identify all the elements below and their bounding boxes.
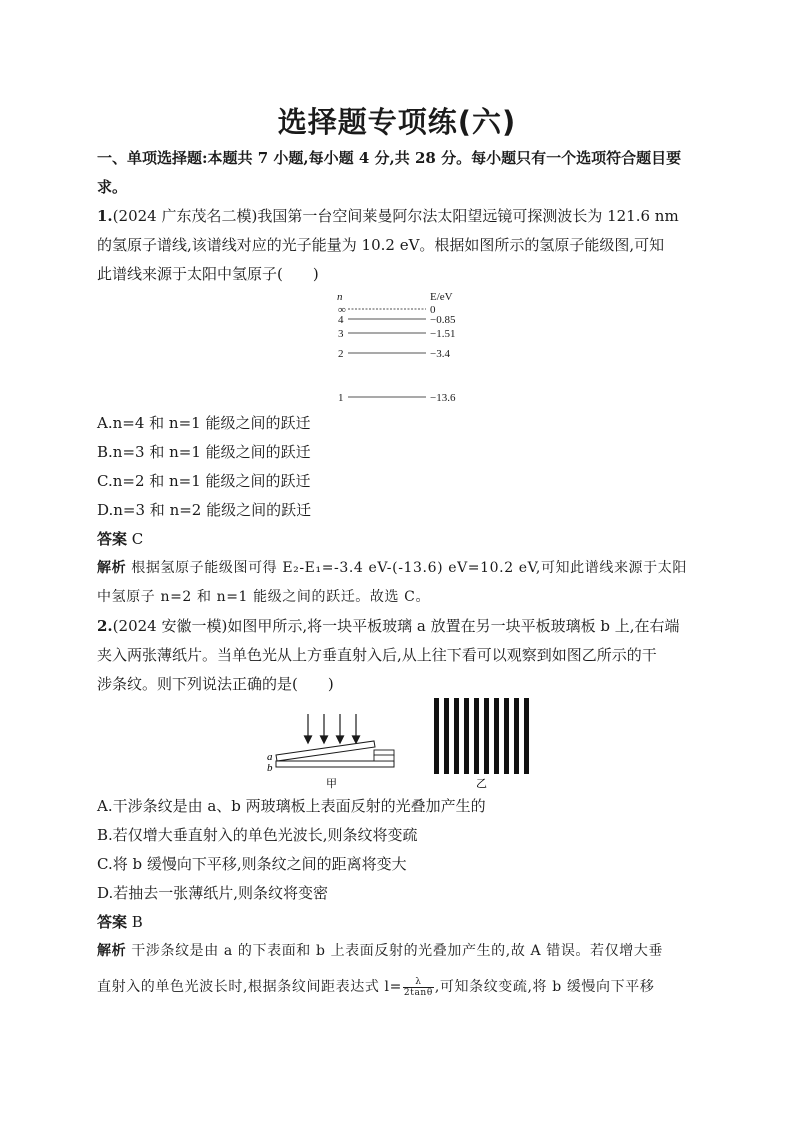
dark-fringe [484,698,489,774]
label-yi: 乙 [476,777,487,790]
q2-answer-value: B [131,913,143,931]
q1-option-b: B.n=3 和 n=1 能级之间的跃迁 [97,443,311,461]
level-n-label: ∞ [338,304,346,316]
level-energy-label: −1.51 [430,328,456,340]
q1-line1-text: (2024 广东茂名二模)我国第一台空间莱曼阿尔法太阳望远镜可探测波长为 121.6 nm [112,207,679,225]
q1-explain-label: 解析 [97,560,127,576]
q1-option-c: C.n=2 和 n=1 能级之间的跃迁 [97,472,311,490]
q1-option-d: D.n=3 和 n=2 能级之间的跃迁 [97,501,312,519]
dark-fringe [454,698,459,774]
label-a: a [267,751,273,763]
label-jia: 甲 [326,777,337,790]
dark-fringe [474,698,479,774]
label-b: b [267,762,273,774]
q2-explain-text2-post: ,可知条纹变疏,将 b 缓慢向下平移 [434,979,655,995]
dark-fringe [444,698,449,774]
figure-yi-fringes [430,696,530,790]
q2-stem-line3: 涉条纹。则下列说法正确的是( ) [97,675,334,693]
level-energy-label: −0.85 [430,314,456,326]
level-energy-label: −3.4 [430,348,450,360]
diagram-n-header: n [337,291,343,303]
q1-explanation-line1 [97,557,707,579]
q2-line1-text: (2024 安徽一模)如图甲所示,将一块平板玻璃 a 放置在另一块平板玻璃板 b 上,在右端 [112,617,680,635]
q2-number: 2. [97,617,113,635]
q2-option-b: B.若仅增大垂直射入的单色光波长,则条纹将变疏 [97,826,418,844]
q1-answer-label: 答案 [97,530,128,548]
q1-explain-text1: 根据氢原子能级图可得 E₂-E₁=-3.4 eV-(-13.6) eV=10.2 eV,可知此谱线来源于太阳 [131,560,687,576]
section-heading-line1: 一、单项选择题:本题共 7 小题,每小题 4 分,共 28 分。每小题只有一个选项符合题目要 [97,149,682,167]
spacing-formula-fraction [403,977,434,998]
dark-fringe [434,698,439,774]
level-n-label: 2 [338,348,344,360]
dark-fringe [494,698,499,774]
interference-fringes [434,698,529,774]
energy-levels [338,304,456,404]
fraction-numerator: λ [403,977,434,988]
dark-fringe [504,698,509,774]
dark-fringe [514,698,519,774]
level-energy-label: −13.6 [430,392,456,404]
q2-explain-label: 解析 [97,943,127,959]
energy-level-diagram [320,290,480,406]
q1-answer-value: C [131,530,144,548]
q1-stem-line2: 的氢原子谱线,该谱线对应的光子能量为 10.2 eV。根据如图所示的氢原子能级图,可知 [97,236,665,254]
paper-strip-2 [374,755,394,761]
q1-answer [97,528,707,550]
level-n-label: 1 [338,392,344,404]
q2-explain-text1: 干涉条纹是由 a 的下表面和 b 上表面反射的光叠加产生的,故 A 错误。若仅增大垂 [131,943,664,959]
q1-explanation-line2: 中氢原子 n=2 和 n=1 能级之间的跃迁。故选 C。 [97,589,431,605]
q1-stem-line1 [97,205,707,227]
q2-answer-label: 答案 [97,913,128,931]
section-heading-line2: 求。 [97,178,128,196]
fraction-denominator: 2tanθ [403,987,433,998]
level-energy-label: 0 [430,304,436,316]
q2-stem-line2: 夹入两张薄纸片。当单色光从上方垂直射入后,从上往下看可以观察到如图乙所示的干 [97,646,657,664]
q2-explanation-line2 [97,976,707,998]
q2-option-d: D.若抽去一张薄纸片,则条纹将变密 [97,884,329,902]
figure-jia-glass-plates [262,712,402,790]
dark-fringe [464,698,469,774]
glass-plate-b [276,761,394,767]
q2-explain-text2-pre: 直射入的单色光波长时,根据条纹间距表达式 l= [97,979,402,995]
incident-light-arrows [305,714,360,743]
glass-plate-a [276,741,375,761]
level-n-label: 4 [338,314,344,326]
q2-answer [97,911,707,933]
level-n-label: 3 [338,328,344,340]
q1-stem-line3: 此谱线来源于太阳中氢原子( ) [97,265,319,283]
q1-option-a: A.n=4 和 n=1 能级之间的跃迁 [97,414,311,432]
q1-number: 1. [97,207,113,225]
dark-fringe [524,698,529,774]
q2-option-a: A.干涉条纹是由 a、b 两玻璃板上表面反射的光叠加产生的 [97,797,486,815]
page-title: 选择题专项练(六) [277,105,517,139]
q2-stem-line1 [97,615,707,637]
diagram-e-header: E/eV [430,291,453,303]
q2-explanation-line1 [97,940,707,962]
q2-option-c: C.将 b 缓慢向下平移,则条纹之间的距离将变大 [97,855,407,873]
